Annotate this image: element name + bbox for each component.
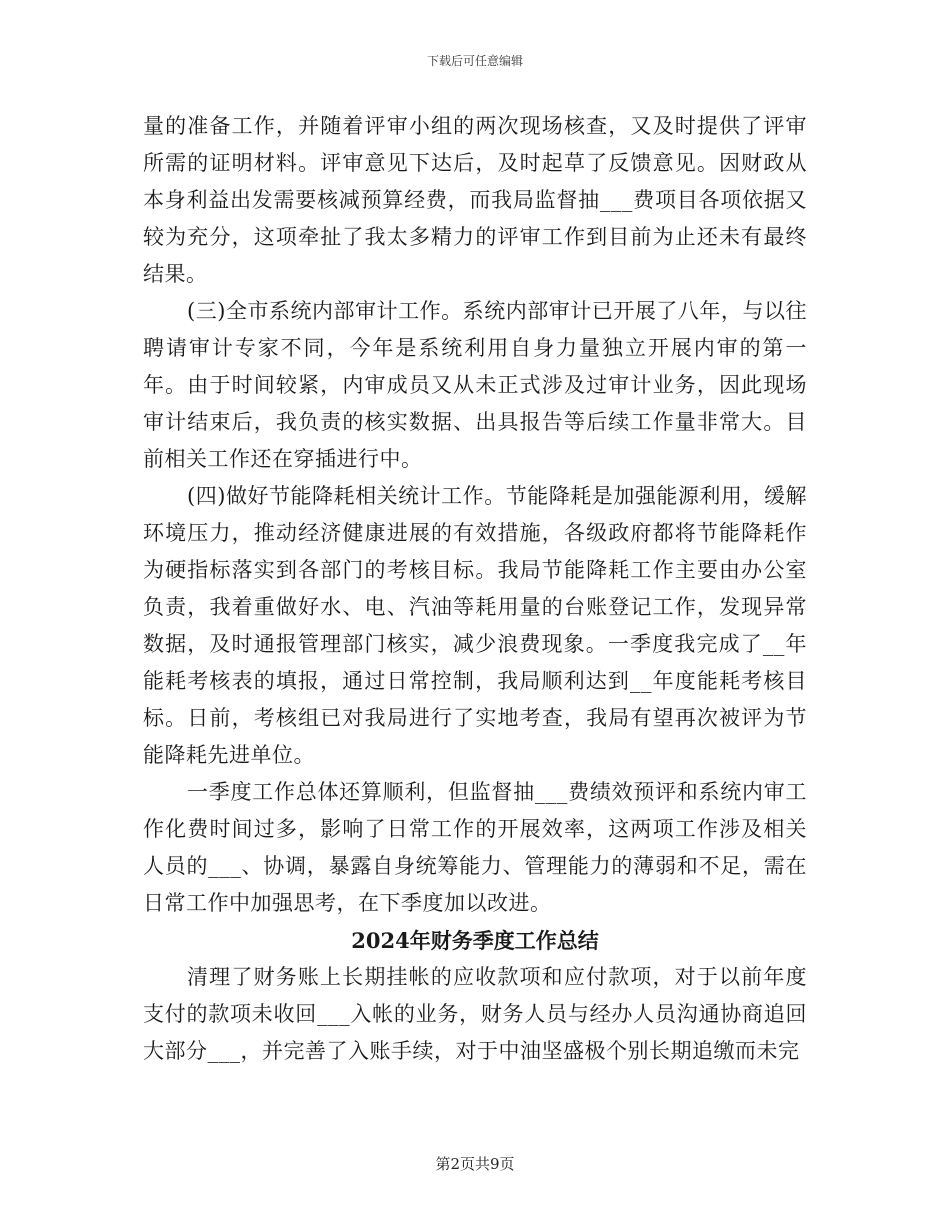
page-header-note: 下载后可任意编辑: [426, 54, 523, 68]
paragraph-finance-cleanup: 清理了财务账上长期挂帐的应收款项和应付款项，对于以前年度支付的款项未收回___入帐的业务，财务人员与经办人员沟通协商追回大部分___，并完善了入账手续，对于中油坚盛极个别长期追缴而未完: [143, 965, 807, 1063]
document-body: [143, 108, 807, 1070]
paragraph-internal-audit: (三)全市系统内部审计工作。系统内部审计已开展了八年，与以往聘请审计专家不同，今年是系统利用自身力量独立开展内审的第一年。由于时间较紧，内审成员又从未正式涉及过审计业务，因此现场审计结束后，我负责的核实数据、出具报告等后续工作量非常大。目前相关工作还在穿插进行中。: [143, 299, 807, 471]
paragraph-continuation: 量的准备工作，并随着评审小组的两次现场核查，又及时提供了评审所需的证明材料。评审意见下达后，及时起草了反馈意见。因财政从本身利益出发需要核减预算经费，而我局监督抽___费项目各项依据又较为充分，这项牵扯了我太多精力的评审工作到目前为止还未有最终结果。: [143, 114, 807, 286]
section-title: 2024年财务季度工作总结: [351, 928, 599, 953]
paragraph-quarter-summary: 一季度工作总体还算顺利，但监督抽___费绩效预评和系统内审工作化费时间过多，影响了日常工作的开展效率，这两项工作涉及相关人员的___、协调，暴露自身统筹能力、管理能力的薄弱和不足，需在日常工作中加强思考，在下季度加以改进。: [143, 780, 807, 915]
page-number: 第2页共9页: [435, 1155, 515, 1173]
paragraph-energy-saving: (四)做好节能降耗相关统计工作。节能降耗是加强能源利用，缓解环境压力，推动经济健康进展的有效措施，各级政府都将节能降耗作为硬指标落实到各部门的考核目标。我局节能降耗工作主要由办公室负责，我着重做好水、电、汽油等耗用量的台账登记工作，发现异常数据，及时通报管理部门核实，减少浪费现象。一季度我完成了__年能耗考核表的填报，通过日常控制，我局顺利达到__年度能耗考核目标。日前，考核组已对我局进行了实地考查，我局有望再次被评为节能降耗先进单位。: [143, 484, 807, 767]
